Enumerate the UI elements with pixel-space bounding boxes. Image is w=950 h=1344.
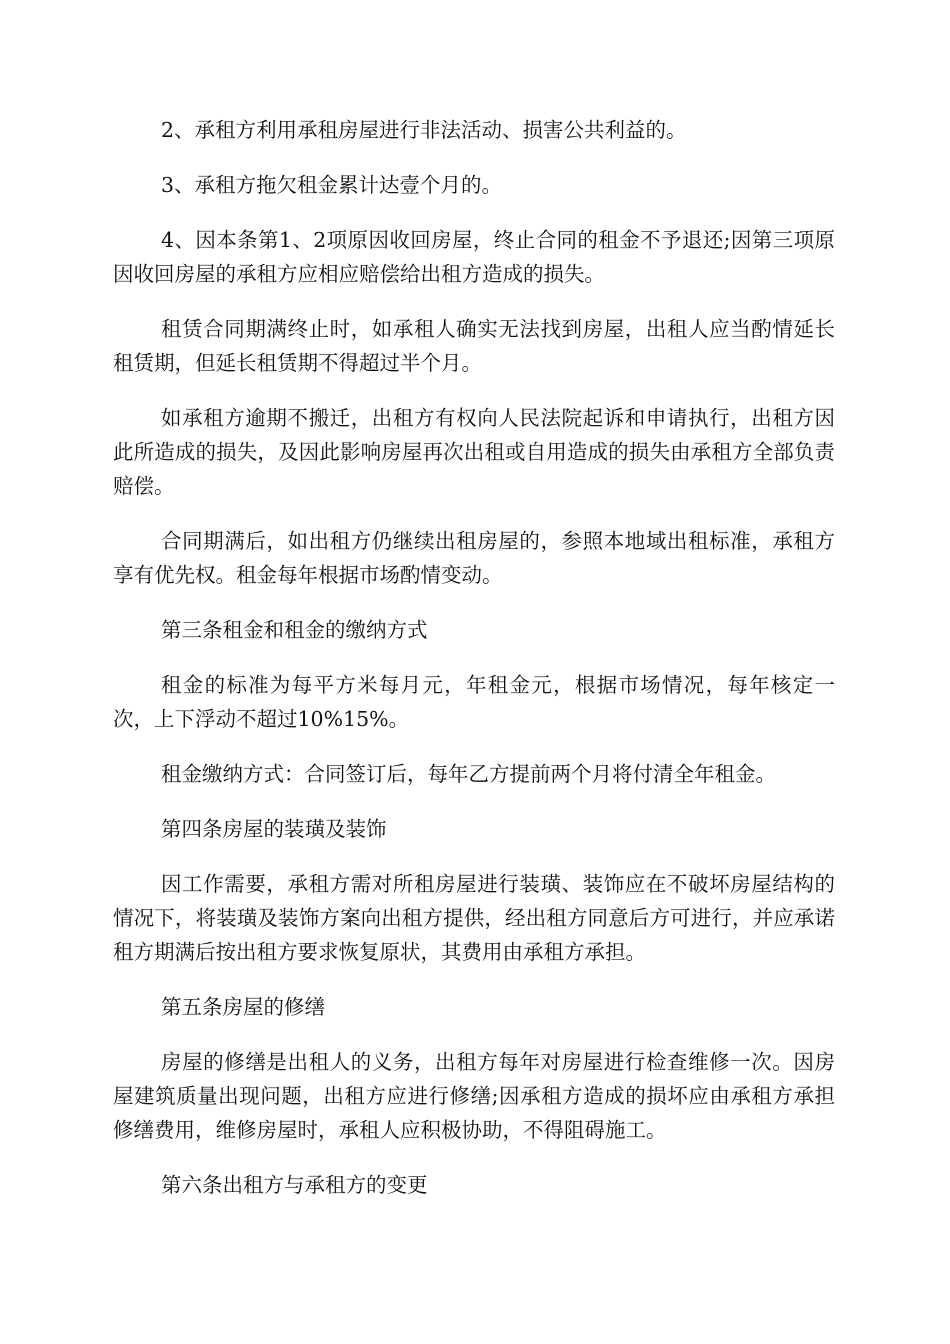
decoration-paragraph: 因工作需要，承租方需对所租房屋进行装璜、装饰应在不破坏房屋结构的情况下，将装璜及装饰方案向出租方提供，经出租方同意后方可进行，并应承诺租方期满后按出租方要求恢复原状，其费用由承租方承担。 — [113, 872, 835, 964]
section-heading-article-4: 第四条房屋的装璜及装饰 — [161, 817, 387, 841]
rent-standard-paragraph: 租金的标准为每平方米每月元，年租金元，根据市场情况，每年核定一次，上下浮动不超过10%15%。 — [113, 673, 835, 731]
section-heading-article-3: 第三条租金和租金的缴纳方式 — [161, 618, 428, 642]
rent-payment-paragraph: 租金缴纳方式：合同签订后，每年乙方提前两个月将付清全年租金。 — [161, 762, 776, 786]
document-body — [113, 113, 835, 1223]
lease-extension-paragraph: 租赁合同期满终止时，如承租人确实无法找到房屋，出租人应当酌情延长租赁期，但延长租赁期不得超过半个月。 — [113, 317, 835, 375]
section-heading-article-6: 第六条出租方与承租方的变更 — [161, 1173, 428, 1197]
priority-renewal-paragraph: 合同期满后，如出租方仍继续出租房屋的，参照本地域出租标准，承租方享有优先权。租金每年根据市场酌情变动。 — [113, 529, 835, 587]
section-heading-article-5: 第五条房屋的修缮 — [161, 995, 325, 1019]
clause-item-3: 3、承租方拖欠租金累计达壹个月的。 — [161, 173, 503, 197]
repair-paragraph: 房屋的修缮是出租人的义务，出租方每年对房屋进行检查维修一次。因房屋建筑质量出现问题，出租方应进行修缮;因承租方造成的损坏应由承租方承担修缮费用，维修房屋时，承租人应积极协助，不得阻碍施工。 — [113, 1050, 835, 1142]
overdue-move-out-paragraph: 如承租方逾期不搬迁，出租方有权向人民法院起诉和申请执行，出租方因此所造成的损失，及因此影响房屋再次出租或自用造成的损失由承租方全部负责赔偿。 — [113, 406, 835, 498]
clause-item-2: 2、承租方利用承租房屋进行非法活动、损害公共利益的。 — [161, 118, 687, 142]
clause-item-4: 4、因本条第1、2项原因收回房屋，终止合同的租金不予退还;因第三项原因收回房屋的承租方应相应赔偿给出租方造成的损失。 — [113, 228, 835, 286]
